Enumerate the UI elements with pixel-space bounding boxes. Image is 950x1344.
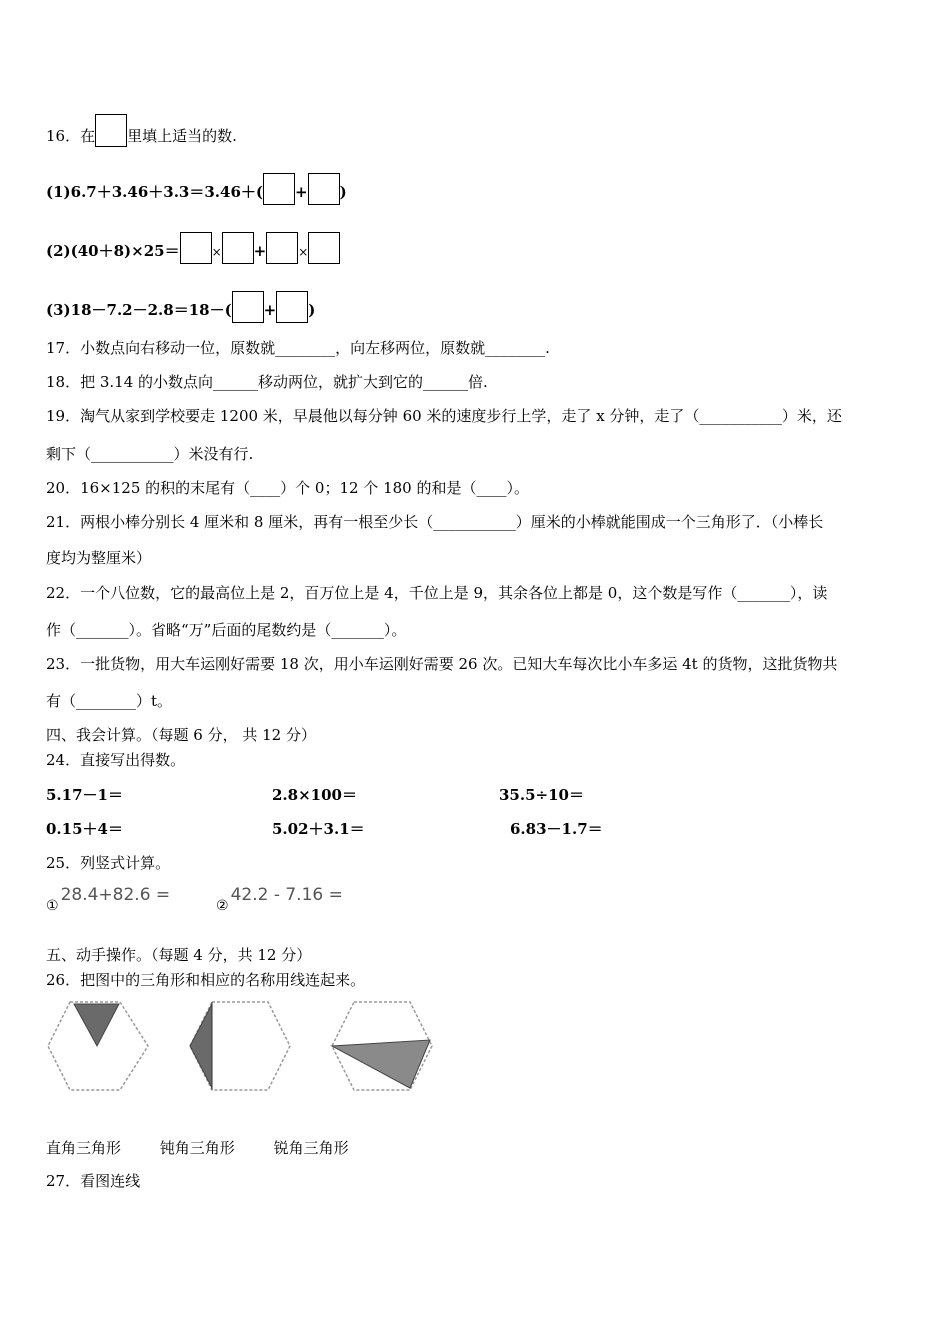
answer-box[interactable]: [276, 291, 308, 323]
answer-box[interactable]: [222, 232, 254, 264]
q24-item-5: 5.02＋3.1＝: [272, 820, 365, 838]
q24-item-3: 35.5÷10＝: [499, 786, 584, 804]
hexagon-figures: [40, 998, 440, 1096]
q24-item-1: 5.17－1＝: [46, 786, 123, 804]
q24-item-2: 2.8×100＝: [272, 786, 357, 804]
q23-line1: 23．一批货物，用大车运刚好需要 18 次，用小车运刚好需要 26 次。已知大车每次比小车多运 4t 的货物，这批货物共: [46, 655, 838, 673]
q16-part3: (3)18－7.2－2.8＝18－( + ): [46, 291, 315, 323]
q21-line2: 度均为整厘米）: [46, 549, 152, 567]
sample-answer-box: [95, 114, 127, 147]
name-right-triangle[interactable]: 直角三角形: [46, 1139, 122, 1157]
answer-box[interactable]: [232, 291, 264, 323]
name-acute-triangle[interactable]: 锐角三角形: [273, 1139, 349, 1157]
name-obtuse-triangle[interactable]: 钝角三角形: [159, 1139, 235, 1157]
q27: 27．看图连线: [46, 1172, 141, 1190]
q24-item-6: 6.83－1.7＝: [510, 820, 603, 838]
q16-title: 16．在 里填上适当的数.: [46, 114, 237, 147]
q16-part1: (1)6.7＋3.46＋3.3＝3.46＋( + ): [46, 173, 347, 205]
q26-title: 26．把图中的三角形和相应的名称用线连起来。: [46, 971, 366, 989]
q24-title: 24．直接写出得数。: [46, 751, 186, 769]
answer-box[interactable]: [308, 232, 340, 264]
answer-box[interactable]: [263, 173, 295, 205]
q22-line2: 作（_______）。省略“万”后面的尾数约是（_______）。: [46, 621, 407, 639]
q24-item-4: 0.15＋4＝: [46, 820, 123, 838]
hexagon-figure-1: [48, 1002, 148, 1090]
q20: 20．16×125 的积的末尾有（____）个 0；12 个 180 的和是（____）。: [46, 479, 529, 497]
q23-line2: 有（________）t。: [46, 692, 173, 710]
hexagon-figure-3: [332, 1002, 432, 1090]
q16-part2: (2)(40＋8)×25＝ × + ×: [46, 232, 340, 264]
q19-line2: 剩下（___________）米没有行.: [46, 445, 254, 463]
answer-box[interactable]: [180, 232, 212, 264]
section4-heading: 四、我会计算。（每题 6 分， 共 12 分）: [46, 726, 316, 744]
section5-heading: 五、动手操作。（每题 4 分，共 12 分）: [46, 946, 312, 964]
q19-line1: 19．淘气从家到学校要走 1200 米，早晨他以每分钟 60 米的速度步行上学，走了 x 分钟，走了（___________）米，还: [46, 407, 842, 425]
answer-box[interactable]: [308, 173, 340, 205]
q21-line1: 21．两根小棒分别长 4 厘米和 8 厘米，再有一根至少长（___________）厘米的小棒就能围成一个三角形了．（小棒长: [46, 513, 824, 531]
q22-line1: 22．一个八位数，它的最高位上是 2，百万位上是 4，千位上是 9，其余各位上都是 0，这个数是写作（_______），读: [46, 584, 828, 602]
q18: 18．把 3.14 的小数点向______移动两位，就扩大到它的______倍.: [46, 373, 488, 391]
answer-box[interactable]: [266, 232, 298, 264]
q25-title: 25．列竖式计算。: [46, 854, 171, 872]
q25-item-2: ②42.2 - 7.16 =: [216, 885, 343, 914]
q25-item-1: ①28.4+82.6 =: [46, 885, 171, 914]
q17: 17．小数点向右移动一位，原数就________，向左移两位，原数就________.: [46, 339, 550, 357]
hexagon-figure-2: [190, 1002, 290, 1090]
triangle-names: [46, 1137, 383, 1158]
